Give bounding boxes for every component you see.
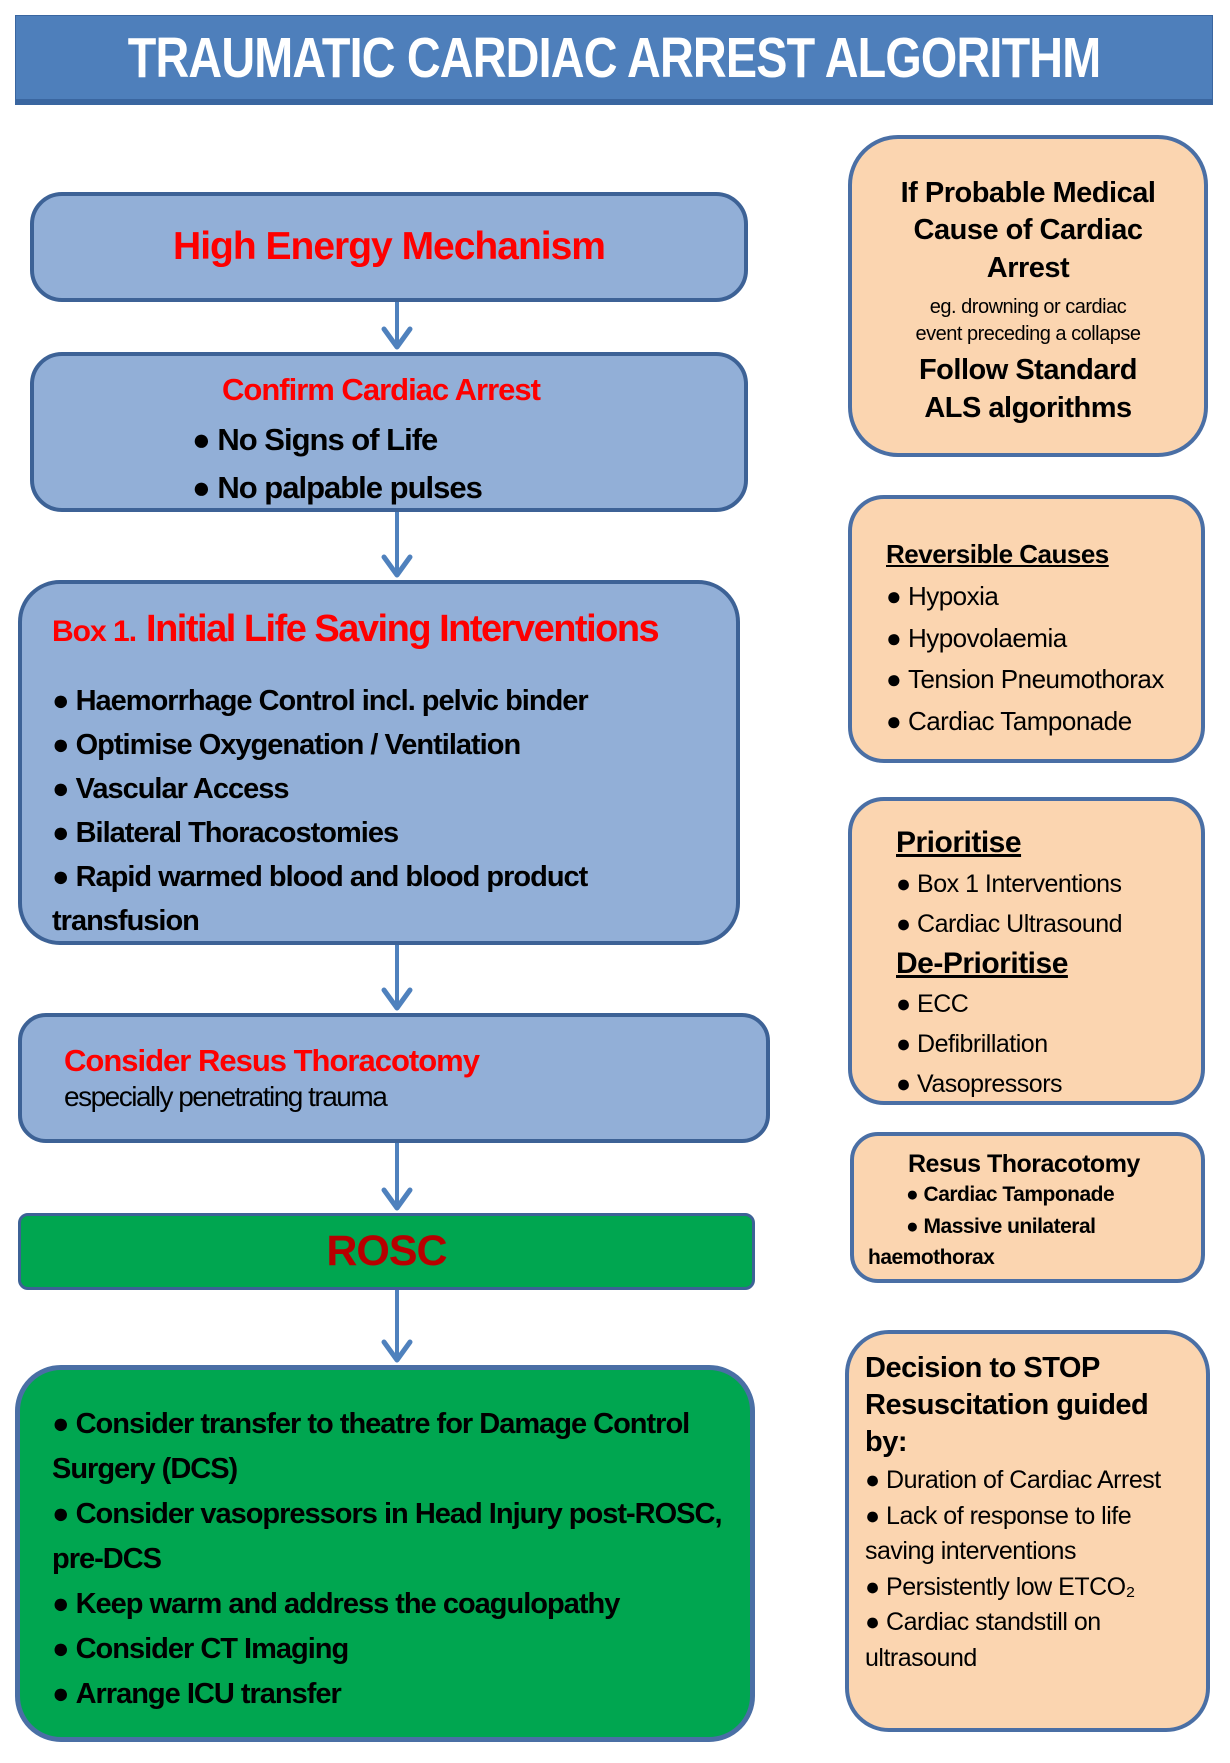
flow-box-post-rosc-actions xyxy=(15,1365,755,1742)
list-item: ● ECC xyxy=(896,984,1193,1024)
list-item: ● Consider transfer to theatre for Damage Control Surgery (DCS) xyxy=(52,1402,722,1492)
list-item: ● Optimise Oxygenation / Ventilation xyxy=(52,723,710,767)
list-item: ● Bilateral Thoracostomies xyxy=(52,811,710,855)
list-item: ● Keep warm and address the coagulopathy xyxy=(52,1582,722,1627)
list-item: ● Box 1 Interventions xyxy=(896,864,1193,904)
flow-box-rosc xyxy=(18,1213,755,1290)
sidebar-box-resus-thoracotomy xyxy=(850,1132,1205,1283)
sidebar-box-stop-decision xyxy=(845,1330,1210,1732)
list-item: ● Defibrillation xyxy=(896,1024,1193,1064)
medical-cause-note xyxy=(916,294,1141,348)
high-energy-title: High Energy Mechanism xyxy=(173,225,605,268)
list-item: ● Lack of response to life saving interventions xyxy=(865,1499,1176,1570)
list-item: ● Vasopressors xyxy=(896,1064,1193,1104)
list-item: ● Arrange ICU transfer xyxy=(52,1672,722,1717)
stop-decision-title: Decision to STOP Resuscitation guided by: xyxy=(865,1352,1149,1459)
sidebar-box-prioritise xyxy=(848,797,1205,1105)
list-item: ● Massive unilateral haemothorax xyxy=(868,1211,1189,1274)
list-item: ● Duration of Cardiac Arrest xyxy=(865,1463,1176,1499)
medical-cause-action: Follow Standard ALS algorithms xyxy=(918,353,1138,424)
flow-box-initial-life-saving-interventions xyxy=(18,580,740,945)
flow-box-consider-resus-thoracotomy xyxy=(18,1013,770,1143)
list-item: ● Persistently low ETCO₂ xyxy=(865,1570,1176,1606)
box1-bullet-list xyxy=(52,679,710,943)
title-banner xyxy=(15,15,1213,105)
list-item: ● Rapid warmed blood and blood product transfusion xyxy=(52,855,710,943)
box1-heading xyxy=(52,608,710,651)
down-arrow-icon xyxy=(377,1290,417,1365)
list-item: ● No palpable pulses xyxy=(192,464,724,512)
medical-cause-note-line2: event preceding a collapse xyxy=(915,322,1141,345)
list-item: ● Cardiac standstill on ultrasound xyxy=(865,1605,1176,1676)
box1-title: Initial Life Saving Interventions xyxy=(146,608,659,650)
down-arrow-icon xyxy=(377,512,417,580)
confirm-arrest-title: Confirm Cardiac Arrest xyxy=(222,372,540,407)
flow-box-high-energy-mechanism xyxy=(30,192,748,302)
box1-label: Box 1. xyxy=(52,615,137,648)
list-item: ● Consider CT Imaging xyxy=(52,1627,722,1672)
deprioritise-title: De-Prioritise xyxy=(896,946,1068,980)
list-item: ● Cardiac Tamponade xyxy=(868,1179,1189,1211)
page-title: TRAUMATIC CARDIAC ARREST ALGORITHM xyxy=(127,25,1101,90)
list-item: ● Vascular Access xyxy=(52,767,710,811)
rosc-title: ROSC xyxy=(326,1227,447,1275)
sidebar-box-reversible-causes xyxy=(848,495,1205,763)
thoracotomy-subtitle: especially penetrating trauma xyxy=(64,1081,387,1112)
list-item: ● Haemorrhage Control incl. pelvic binder xyxy=(52,679,710,723)
list-item: ● No Signs of Life xyxy=(192,416,724,464)
down-arrow-icon xyxy=(377,1143,417,1213)
resus-thoracotomy-title: Resus Thoracotomy xyxy=(908,1150,1140,1178)
list-item: ● Cardiac Tamponade xyxy=(886,701,1191,743)
list-item: ● Tension Pneumothorax xyxy=(886,659,1191,701)
sidebar-box-medical-cause xyxy=(848,135,1208,457)
down-arrow-icon xyxy=(377,302,417,352)
reversible-causes-title: Reversible Causes xyxy=(886,539,1109,569)
list-item: ● Hypoxia xyxy=(886,576,1191,618)
list-item: ● Consider vasopressors in Head Injury post-ROSC, pre-DCS xyxy=(52,1492,722,1582)
prioritise-title: Prioritise xyxy=(896,826,1022,859)
medical-cause-note-line1: eg. drowning or cardiac xyxy=(929,295,1127,318)
thoracotomy-title: Consider Resus Thoracotomy xyxy=(64,1043,479,1078)
list-item: ● Cardiac Ultrasound xyxy=(896,904,1193,944)
down-arrow-icon xyxy=(377,945,417,1013)
list-item: ● Hypovolaemia xyxy=(886,618,1191,660)
flow-box-confirm-cardiac-arrest xyxy=(30,352,748,512)
medical-cause-title: If Probable Medical Cause of Cardiac Arrest xyxy=(900,176,1156,285)
